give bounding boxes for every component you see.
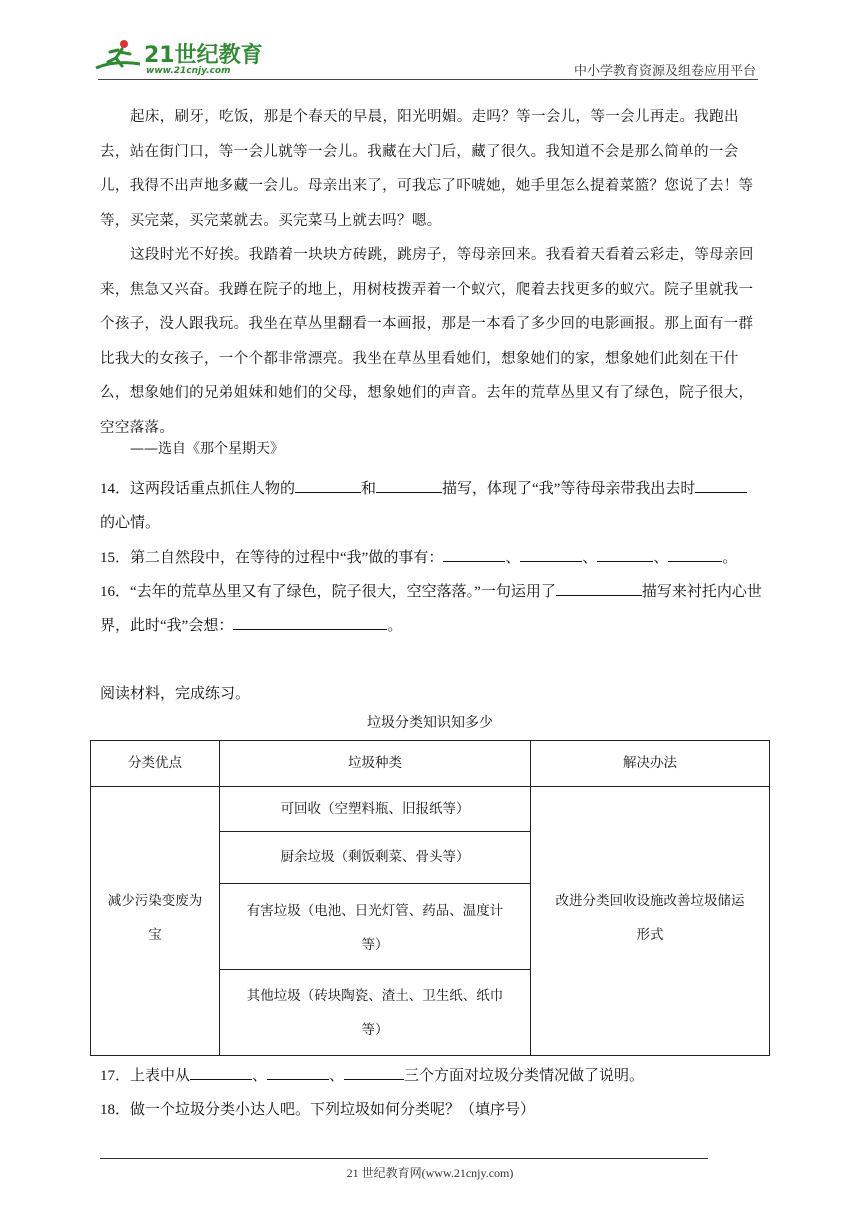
footer-divider [100,1158,708,1159]
table-row-divider [219,883,531,884]
answer-blank[interactable] [233,615,387,630]
table-border-top [90,740,770,741]
logo-title: 21世纪教育 [144,43,263,68]
reading-instruction: 阅读材料，完成练习。 [100,686,251,702]
question-17: 17．上表中从 、 、 三个方面对垃圾分类情况做了说明。 [100,1059,764,1093]
answer-blank[interactable] [344,1065,404,1080]
logo-url: www.21cnjy.com [146,66,231,76]
answer-blank[interactable] [190,1065,252,1080]
answer-blank[interactable] [376,478,442,493]
table-border-bottom [90,1055,770,1056]
platform-name: 中小学教育资源及组卷应用平台 [573,64,756,79]
table-row-divider [219,831,531,832]
header-divider [98,79,758,80]
table-cell-kind-hazardous: 有害垃圾（电池、日光灯管、药品、温度计 等） [246,903,504,953]
answer-blank[interactable] [597,547,653,562]
table-cell-kind-kitchen: 厨余垃圾（剩饭剩菜、骨头等） [280,849,470,865]
answer-blank[interactable] [295,478,361,493]
table-header-advantage: 分类优点 [128,755,182,771]
table-cell-solution: 改进分类回收设施改善垃圾储运 形式 [555,893,745,943]
answer-blank[interactable] [695,478,747,493]
table-header-kind: 垃圾种类 [348,755,402,771]
table-title: 垃圾分类知识知多少 [367,715,493,731]
footer-text: 21 世纪教育网(www.21cnjy.com) [346,1166,514,1180]
table-border-right [769,740,770,1056]
table-header-divider [90,786,770,787]
passage-paragraph-1: 起床，刷牙，吃饭，那是个春天的早晨，阳光明媚。走吗？等一会儿，等一会儿再走。我跑出去，站在街门口，等一会儿就等一会儿。我藏在大门后，藏了很久。我知道不会是那么简单的一会儿，我得不出声地多藏一会儿。母亲出来了，可我忘了吓唬她，她手里怎么提着菜篮？您说了去！等等，买完菜，买完菜就去。买完菜马上就去吗？嗯。 [100,109,754,229]
question-15: 15．第二自然段中，在等待的过程中“我”做的事有： 、 、 、 。 [100,541,764,575]
answer-blank[interactable] [556,581,642,596]
running-figure-logo-icon [94,38,146,74]
question-14: 14．这两段话重点抓住人物的 和 描写，体现了“我”等待母亲带我出去时 的心情。 [100,472,764,540]
site-logo [94,34,264,80]
answer-blank[interactable] [668,547,722,562]
passage-source: ——选自《那个星期天》 [130,441,284,457]
answer-blank[interactable] [443,547,505,562]
table-row-divider [219,969,531,970]
table-header-solution: 解决办法 [623,755,677,771]
answer-blank[interactable] [267,1065,329,1080]
table-cell-advantage: 减少污染变废为 宝 [107,893,203,943]
answer-blank[interactable] [520,547,582,562]
table-cell-kind-other: 其他垃圾（砖块陶瓷、渣土、卫生纸、纸巾 等） [246,988,504,1038]
garbage-sorting-table [90,740,770,1056]
passage-paragraph-2: 这段时光不好挨。我踏着一块块方砖跳，跳房子，等母亲回来。我看着天看着云彩走，等母亲回来，焦急又兴奋。我蹲在院子的地上，用树枝拨弄着一个蚁穴，爬着去找更多的蚁穴。院子里就我一个孩子，没人跟我玩。我坐在草丛里翻看一本画报，那是一本看了多少回的电影画报。那上面有一群比我大的女孩子，一个个都非常漂亮。我坐在草丛里看她们，想象她们的家，想象她们此刻在干什么，想象她们的兄弟姐妹和她们的父母，想象她们的声音。去年的荒草丛里又有了绿色，院子很大，空空落落。 [100,247,754,436]
question-16: 16．“去年的荒草丛里又有了绿色，院子很大，空空落落。”一句运用了 描写来衬托内心世界，此时“我”会想： 。 [100,575,764,643]
question-18: 18．做一个垃圾分类小达人吧。下列垃圾如何分类呢？（填序号） [100,1102,536,1118]
table-cell-kind-recyclable: 可回收（空塑料瓶、旧报纸等） [280,801,470,817]
